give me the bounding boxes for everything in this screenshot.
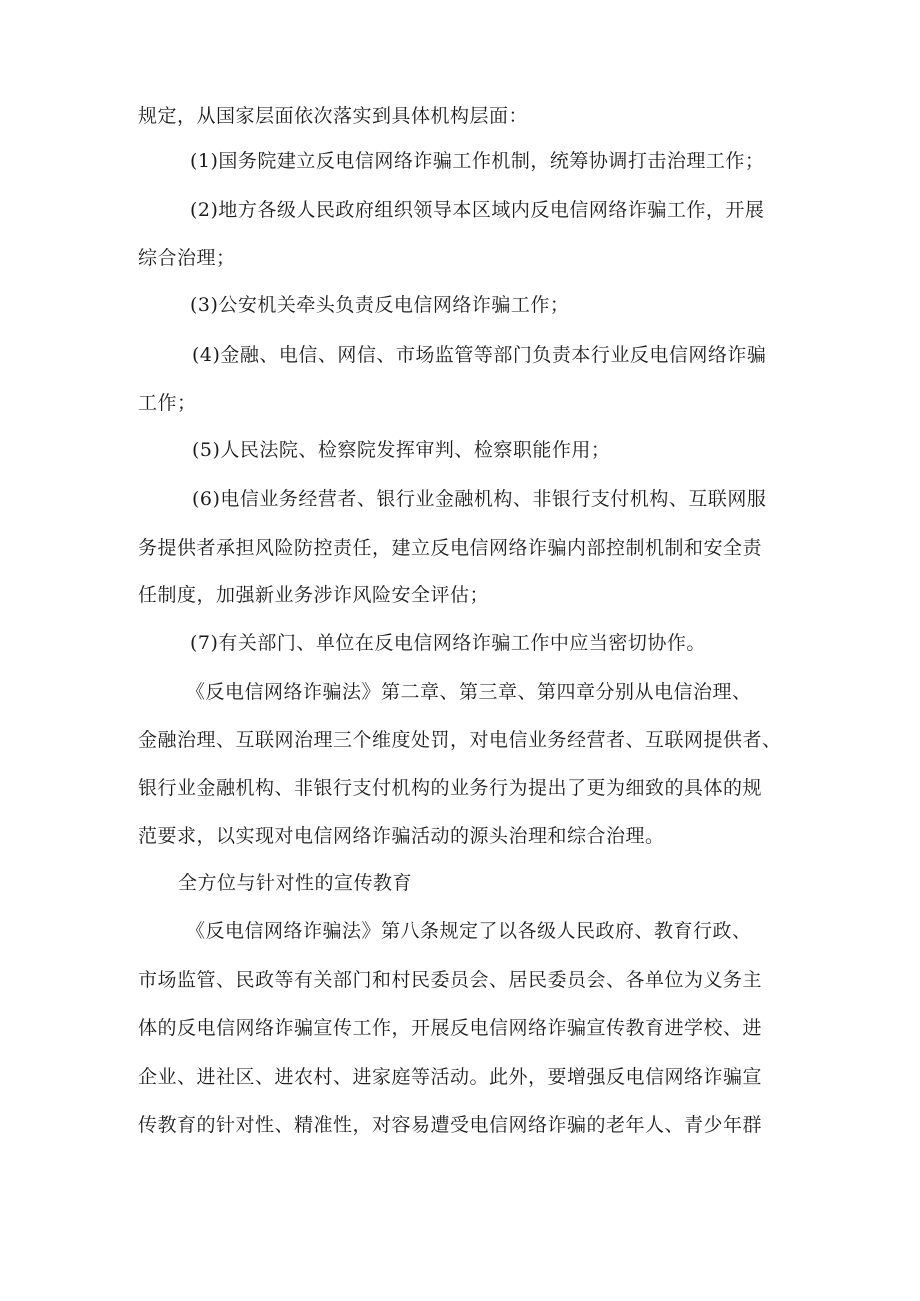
list-item-3: (3)公安机关牵头负责反电信网络诈骗工作； [190, 294, 570, 316]
paragraph-start: 《反电信网络诈骗法》第二章、第三章、第四章分别从电信治理、 [186, 681, 752, 703]
text-line: 市场监管、民政等有关部门和村民委员会、居民委员会、各单位为义务主 [138, 969, 763, 991]
list-item-5: (5)人民法院、检察院发挥审判、检察职能作用； [192, 439, 611, 461]
text-line: 银行业金融机构、非银行支付机构的业务行为提出了更为细致的具体的规 [138, 777, 763, 799]
text-line: 企业、进社区、进农村、进家庭等活动。此外，要增强反电信网络诈骗宣 [138, 1066, 763, 1088]
list-item-1: (1)国务院建立反电信网络诈骗工作机制，统筹协调打击治理工作； [190, 150, 765, 172]
list-item-4: (4)金融、电信、网信、市场监管等部门负责本行业反电信网络诈骗 [192, 344, 767, 366]
list-item-6: (6)电信业务经营者、银行业金融机构、非银行支付机构、互联网服 [192, 488, 767, 510]
section-heading: 全方位与针对性的宣传教育 [178, 872, 413, 894]
paragraph-start: 《反电信网络诈骗法》第八条规定了以各级人民政府、教育行政、 [186, 920, 752, 942]
text-line: 范要求，以实现对电信网络诈骗活动的源头治理和综合治理。 [138, 825, 665, 847]
text-line: 规定，从国家层面依次落实到具体机构层面： [138, 105, 529, 127]
text-line: 任制度，加强新业务涉诈风险安全评估； [138, 584, 490, 606]
text-line: 工作； [138, 392, 197, 414]
text-line: 传教育的针对性、精准性，对容易遭受电信网络诈骗的老年人、青少年群 [138, 1114, 763, 1136]
list-item-2: (2)地方各级人民政府组织领导本区域内反电信网络诈骗工作，开展 [190, 199, 765, 221]
text-line: 体的反电信网络诈骗宣传工作，开展反电信网络诈骗宣传教育进学校、进 [138, 1017, 763, 1039]
text-line: 综合治理； [138, 247, 236, 269]
text-line: 金融治理、互联网治理三个维度处罚，对电信业务经营者、互联网提供者、 [138, 729, 782, 751]
text-line: 务提供者承担风险防控责任，建立反电信网络诈骗内部控制机制和安全责 [138, 537, 763, 559]
list-item-7: (7)有关部门、单位在反电信网络诈骗工作中应当密切协作。 [190, 632, 706, 654]
